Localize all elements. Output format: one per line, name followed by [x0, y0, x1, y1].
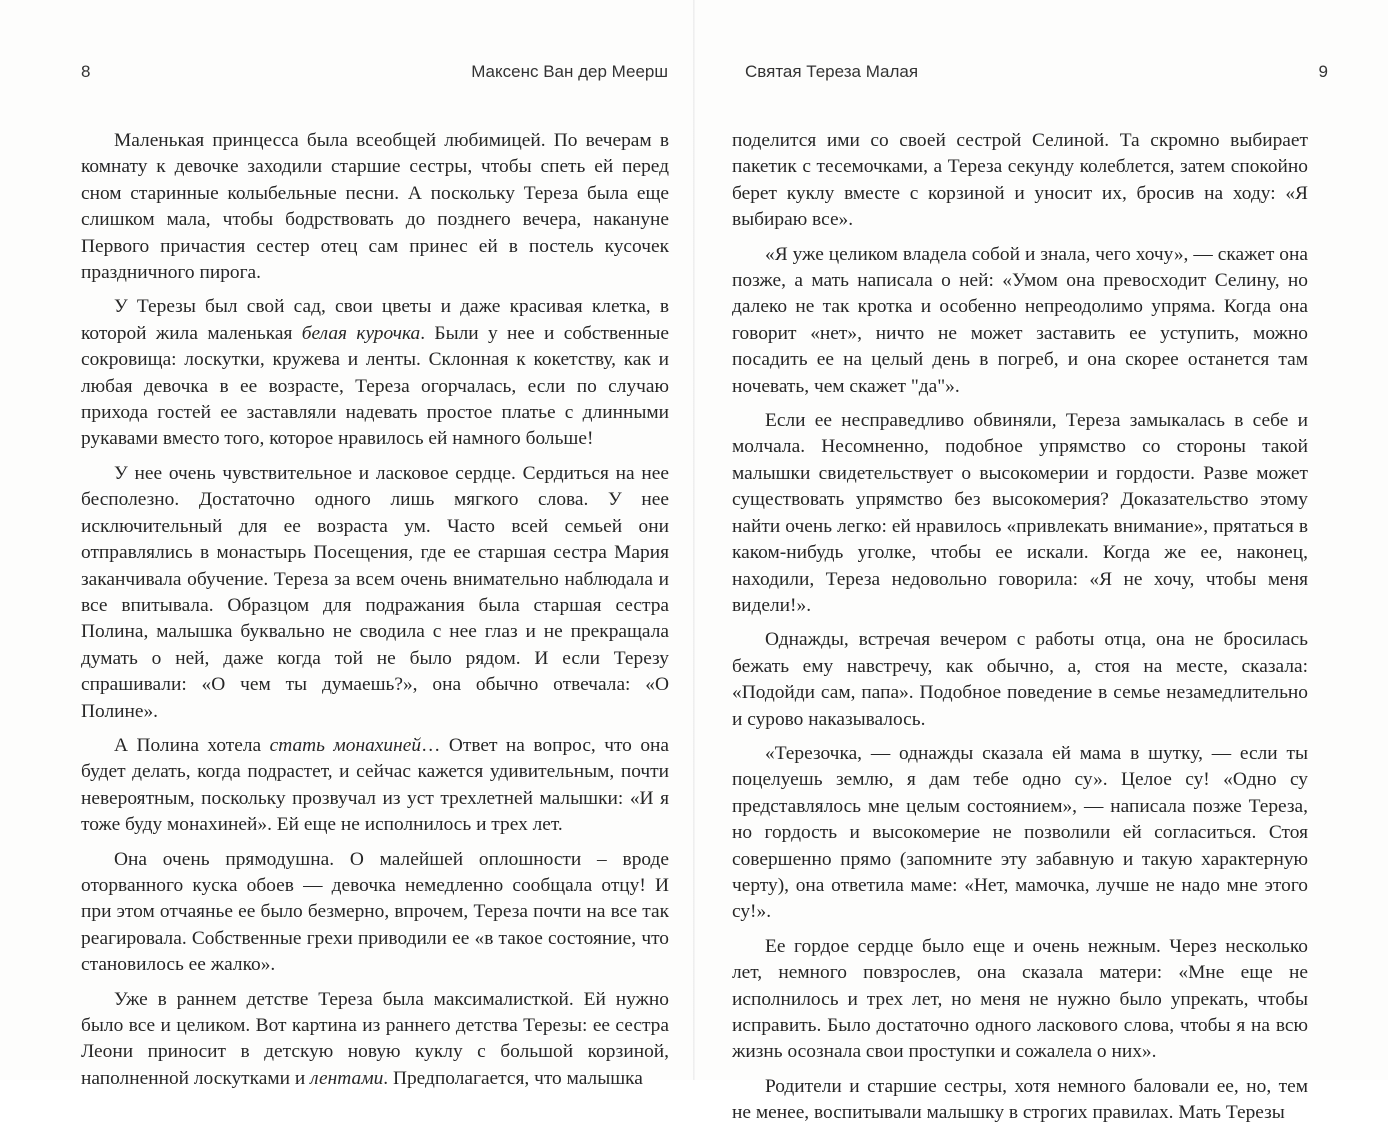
body-text	[732, 128, 1308, 1127]
paragraph: Родители и старшие сестры, хотя немного баловали ее, но, тем не менее, воспитывали малышку в строгих правилах. Мать Терезы	[732, 1075, 1308, 1124]
body-text	[81, 128, 669, 1092]
running-head-title: Святая Тереза Малая	[745, 62, 919, 81]
left-page	[0, 0, 693, 1089]
page-number: 8	[81, 62, 91, 81]
running-head-author: Максенс Ван дер Меерш	[471, 62, 668, 81]
paragraph: Маленькая принцесса была всеобщей любимицей. По вечерам в комнату к девочке заходили старшие сестры, чтобы спеть ей перед сном старинные колыбельные песни. А поскольку Тереза была еще слишком мала, чтобы бодрствовать до позднего вечера, накануне Первого причастия сестер отец сам принес ей в постель кусочек праздничного пирога.	[81, 130, 669, 284]
paragraph: Ее гордое сердце было еще и очень нежным. Через несколько лет, немного повзрослев, она сказала матери: «Мне еще не исполнилось и трех лет, но меня не нужно было упрекать, чтобы исправить. Было достаточно одного ласкового слова, чтобы я на всю жизнь осознала свои проступки и сожалела о них».	[732, 935, 1308, 1063]
paragraph-continued: поделится ими со своей сестрой Селиной. Та скромно выбирает пакетик с тесемочками, а Тереза секунду колеблется, затем спокойно берет куклу вместе с корзиной и уносит их, бросив на ходу: «Я выбираю все».	[732, 130, 1308, 231]
italic-phrase: стать монахиней	[269, 734, 422, 756]
paragraph: Она очень прямодушна. О малейшей оплошности – вроде оторванного куска обоев — девочка немедленно сообщала отцу! И при этом отчаянье ее было безмерно, впрочем, Тереза почти на все так реагировала. Собственные грехи приводили ее «в такое состояние, что становилось ее жалко».	[81, 848, 669, 976]
paragraph: У Терезы был свой сад, свои цветы и даже красивая клетка, в которой жила маленькая белая курочка. Были у нее и собственные сокровища: лоскутки, кружева и ленты. Склонная к кокетству, как и любая девочка в ее возрасте, Тереза огорчалась, если по случаю прихода гостей ее заставляли надевать простое платье с длинными рукавами вместо того, которое нравилось ей намного больше!	[81, 296, 670, 450]
paragraph: Если ее несправедливо обвиняли, Тереза замыкалась в себе и молчала. Несомненно, подобное упрямство со стороны такой малышки свидетельствует о высокомерии и гордости. Разве может существовать упрямство без высокомерия? Доказательство этому найти очень легко: ей нравилось «привлекать внимание», прятаться в каком-нибудь уголке, чтобы ее искали. Когда же ее, наконец, находили, Тереза недовольно говорила: «Я не хочу, чтобы меня видели!».	[732, 410, 1308, 616]
page-number: 9	[1318, 62, 1328, 81]
italic-phrase: белая курочка	[301, 322, 421, 344]
right-page	[695, 0, 1388, 1124]
italic-phrase: лентами	[310, 1067, 384, 1089]
paragraph: А Полина хотела стать монахиней… Ответ на вопрос, что она будет делать, когда подрастет, и сейчас кажется удивительным, почти невероятным, поскольку прозвучал из уст трехлетней малышки: «И я тоже буду монахиней». Ей еще не исполнилось и трех лет.	[81, 734, 670, 836]
paragraph: «Я уже целиком владела собой и знала, чего хочу», — скажет она позже, а мать написала о ней: «Умом она превосходит Селину, но далеко не так кротка и особенно непреодолимо упряма. Когда она говорит «нет», ничто не может заставить ее уступить, можно посадить ее на целый день в погреб, и она скорее останется там ночевать, чем скажет "да"».	[732, 243, 1308, 397]
paragraph: «Терезочка, — однажды сказала ей мама в шутку, — если ты поцелуешь землю, я дам тебе одно су». Целое су! «Одно су представлялось мне целым состоянием», — написала позже Тереза, но гордость и высокомерие не позволили ей согласиться. Стоя совершенно прямо (запомните эту забавную и такую характерную черту), она ответила маме: «Нет, мамочка, лучше не надо мне этого су!».	[732, 742, 1308, 923]
paragraph: У нее очень чувствительное и ласковое сердце. Сердиться на нее бесполезно. Достаточно одного лишь мягкого слова. У нее исключительный для ее возраста ум. Часто всей семьей они отправлялись в монастырь Посещения, где ее старшая сестра Мария заканчивала обучение. Тереза за всем очень внимательно наблюдала и все впитывала. Образцом для подражания была старшая сестра Полина, малышка буквально не сводила с нее глаз и не прекращала думать о ней, даже когда той не было рядом. И если Терезу спрашивали: «О чем ты думаешь?», она обычно отвечала: «О Полине».	[81, 462, 669, 722]
paragraph: Уже в раннем детстве Тереза была максималисткой. Ей нужно было все и целиком. Вот картина из раннего детства Терезы: ее сестра Леони приносит в детскую новую куклу с большой корзиной, наполненной лоскутками и лентами. Предполагается, что малышка	[81, 988, 669, 1089]
paragraph: Однажды, встречая вечером с работы отца, она не бросилась бежать ему навстречу, как обычно, а, стоя на месте, сказала: «Подойди сам, папа». Подобное поведение в семье незамедлительно и сурово наказывалось.	[732, 629, 1308, 730]
